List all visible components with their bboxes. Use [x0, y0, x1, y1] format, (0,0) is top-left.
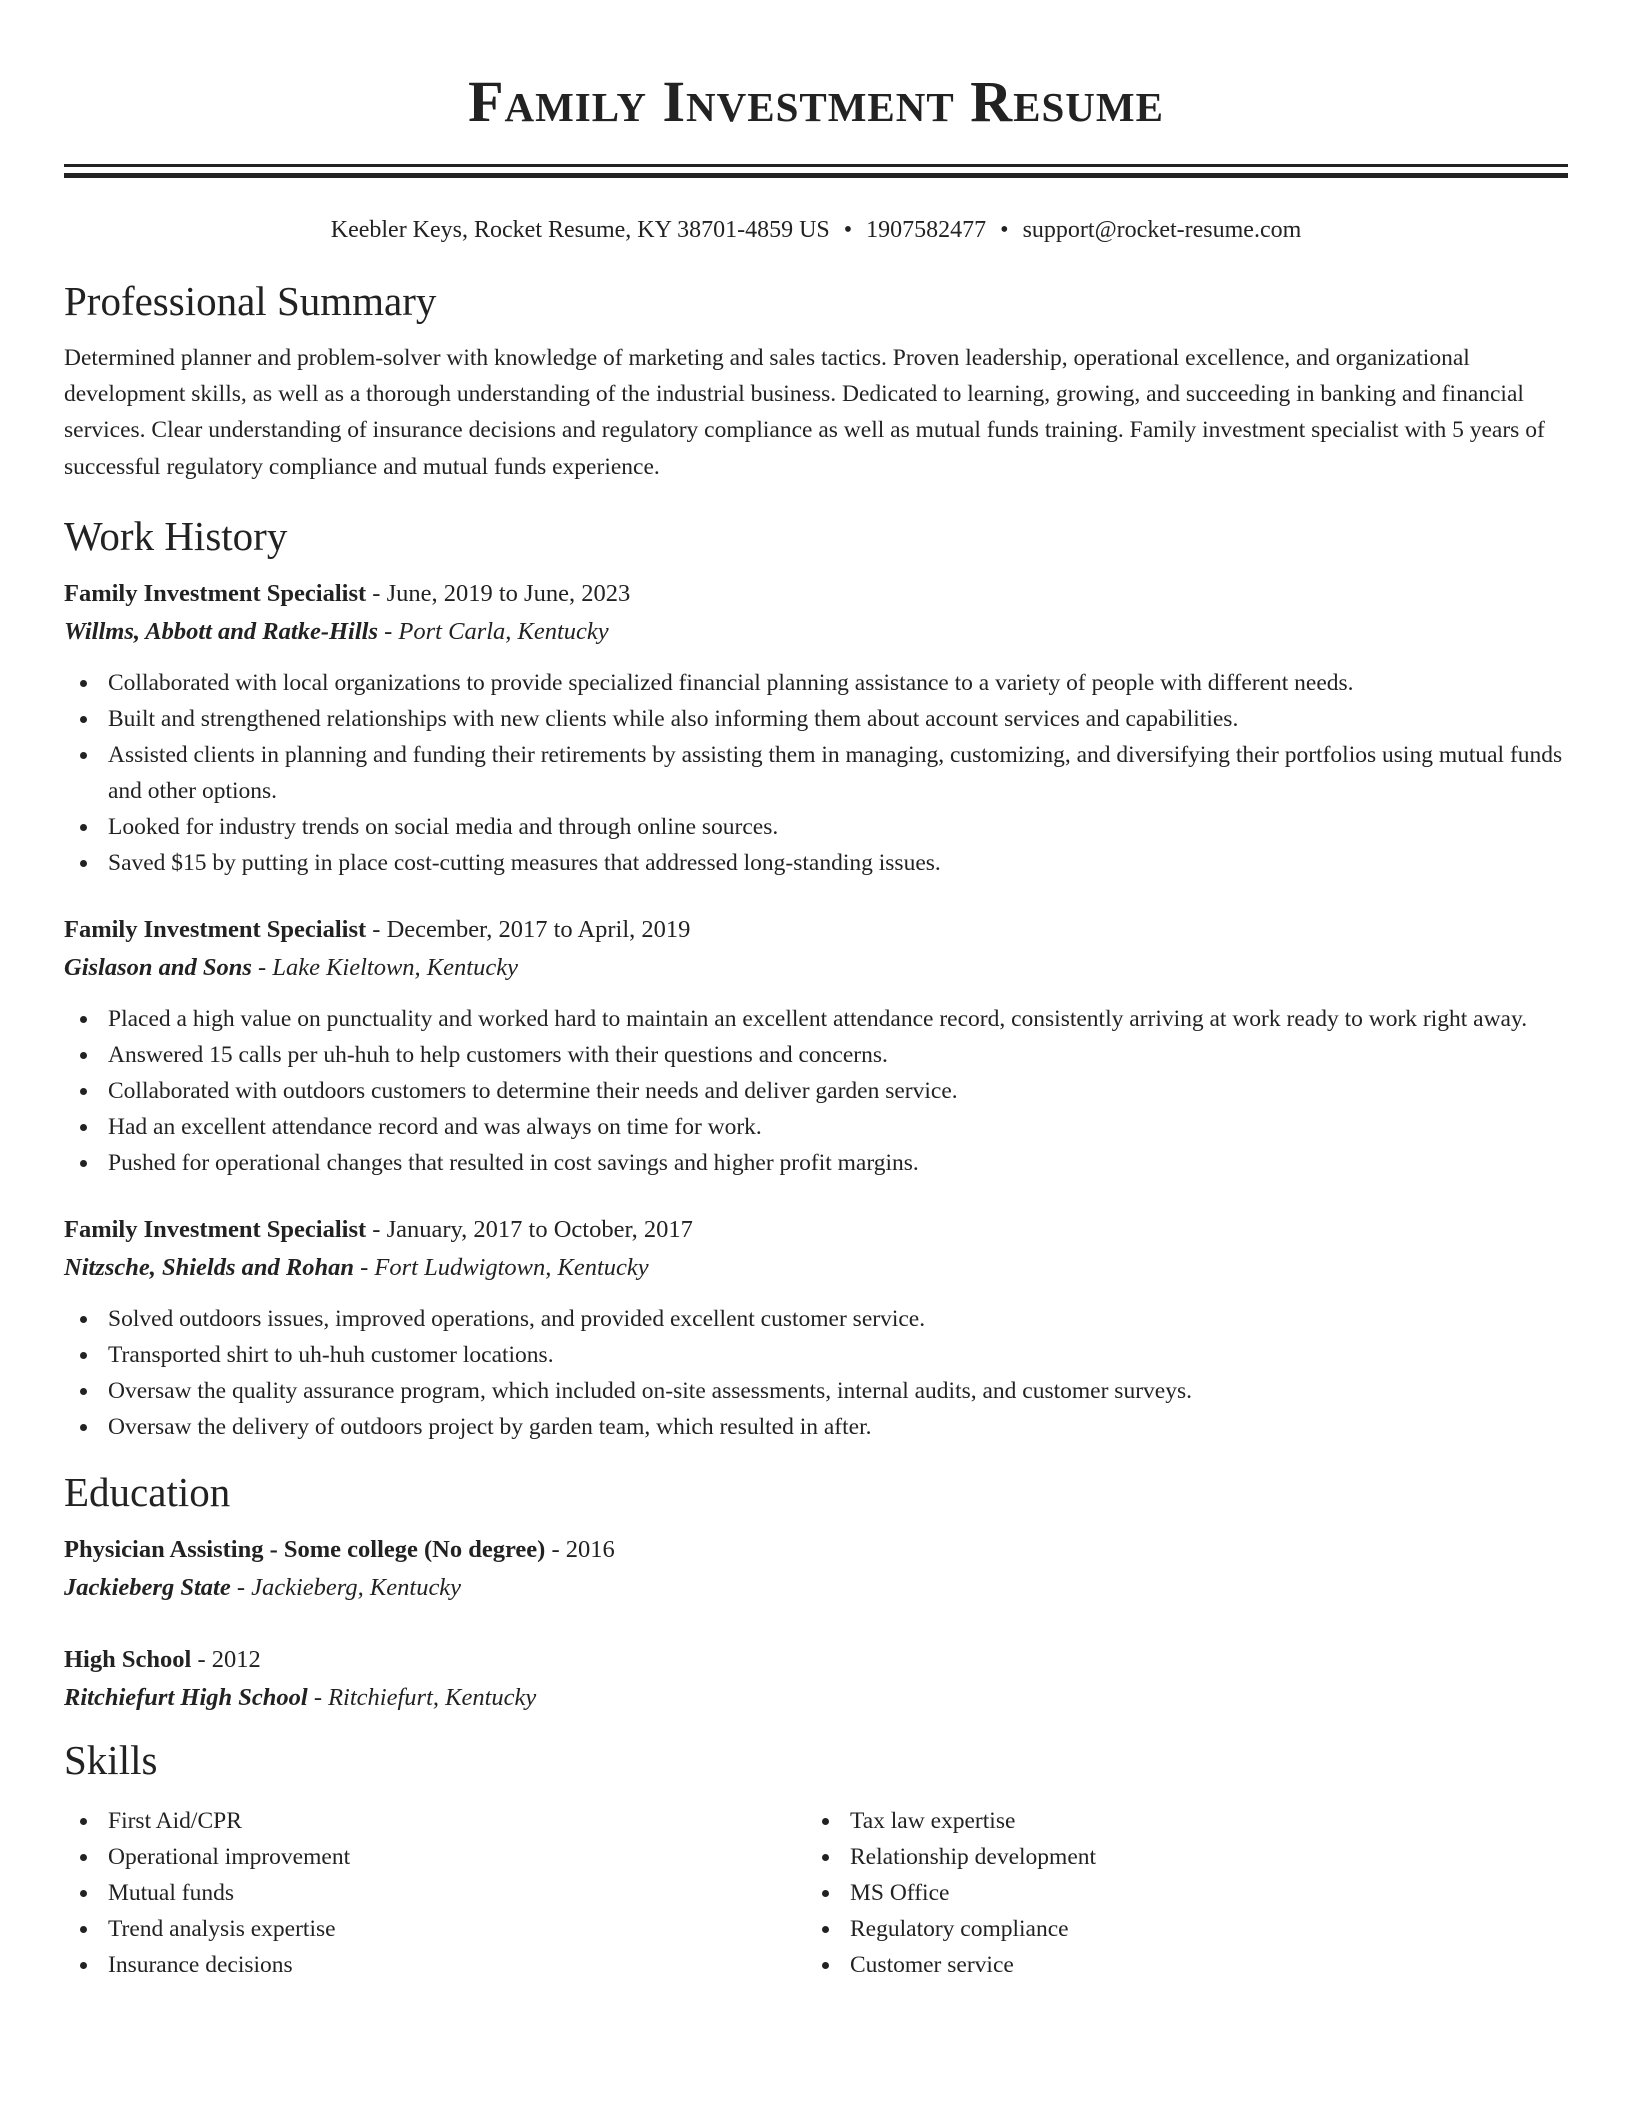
job-location: - Fort Ludwigtown, Kentucky	[354, 1253, 649, 1281]
bullet-dot	[80, 1926, 87, 1933]
bullet-dot	[822, 1854, 829, 1861]
bullet-dot	[80, 1316, 87, 1323]
job-title: Family Investment Specialist	[64, 579, 367, 607]
job-company: Gislason and Sons	[64, 953, 252, 981]
job-company: Nitzsche, Shields and Rohan	[64, 1253, 354, 1281]
education-entry	[64, 1641, 1568, 1717]
skills-section	[64, 1733, 1568, 1983]
job-bullet: Answered 15 calls per uh-huh to help customers with their questions and concerns.	[64, 1037, 1568, 1073]
education-school: Jackieberg State	[64, 1573, 231, 1601]
job-entry	[64, 1211, 1568, 1445]
job-bullet: Solved outdoors issues, improved operations, and provided excellent customer service.	[64, 1301, 1568, 1337]
skill-item: Operational improvement	[64, 1839, 806, 1875]
title-divider-thick	[64, 173, 1568, 178]
skills-list-right	[806, 1803, 1548, 1983]
bullet-dot	[822, 1890, 829, 1897]
contact-email: support@rocket-resume.com	[1022, 217, 1302, 243]
job-company-line	[64, 1249, 1568, 1287]
contact-phone: 1907582477	[866, 217, 987, 243]
bullet-dot	[80, 824, 87, 831]
contact-separator: •	[843, 217, 853, 243]
bullet-dot	[80, 752, 87, 759]
skill-item: Tax law expertise	[806, 1803, 1548, 1839]
job-bullet: Collaborated with local organizations to provide specialized financial planning assistance to a variety of people with different needs.	[64, 665, 1568, 701]
title-divider-thin	[64, 164, 1568, 167]
job-title-line	[64, 575, 1568, 613]
skill-item: Relationship development	[806, 1839, 1548, 1875]
job-company-line	[64, 949, 1568, 987]
bullet-dot	[822, 1818, 829, 1825]
education-location: - Jackieberg, Kentucky	[230, 1573, 462, 1601]
education-school-line	[64, 1569, 1568, 1607]
job-title-line	[64, 911, 1568, 949]
job-dates: - June, 2019 to June, 2023	[366, 579, 631, 607]
resume-title: Family Investment Resume	[468, 69, 1164, 134]
education-school-line	[64, 1679, 1568, 1717]
bullet-dot	[80, 716, 87, 723]
bullet-dot	[80, 1352, 87, 1359]
summary-section	[64, 274, 1568, 485]
job-bullet: Had an excellent attendance record and was always on time for work.	[64, 1109, 1568, 1145]
education-degree-line	[64, 1531, 1568, 1569]
job-title-line	[64, 1211, 1568, 1249]
education-entry	[64, 1531, 1568, 1607]
contact-separator: •	[1000, 217, 1009, 243]
section-heading-work-history: Work History	[64, 512, 288, 559]
skills-columns	[64, 1803, 1568, 1983]
job-bullet: Saved $15 by putting in place cost-cutting measures that addressed long-standing issues.	[64, 845, 1568, 881]
education-degree-line	[64, 1641, 1568, 1679]
education-school: Ritchiefurt High School	[64, 1683, 308, 1711]
education-degree: Physician Assisting - Some college (No degree)	[64, 1535, 546, 1563]
bullet-dot	[80, 680, 87, 687]
job-location: - Port Carla, Kentucky	[378, 617, 609, 645]
job-bullet: Pushed for operational changes that resulted in cost savings and higher profit margins.	[64, 1145, 1568, 1181]
bullet-dot	[80, 1016, 87, 1023]
job-dates: - December, 2017 to April, 2019	[366, 915, 691, 943]
bullet-dot	[80, 1160, 87, 1167]
skill-item: Regulatory compliance	[806, 1911, 1548, 1947]
job-bullet: Placed a high value on punctuality and worked hard to maintain an excellent attendance record, consistently arriving at work ready to work right away.	[64, 1001, 1568, 1037]
contact-line	[64, 214, 1568, 246]
bullet-dot	[80, 1424, 87, 1431]
summary-text: Determined planner and problem-solver with knowledge of marketing and sales tactics. Proven leadership, operational excellence, and organizational development skills, as well as a thorough understanding of the industrial business. Dedicated to learning, growing, and succeeding in banking and financial services. Clear understanding of insurance decisions and regulatory compliance as well as mutual funds training. Family investment specialist with 5 years of successful regulatory compliance and mutual funds experience.	[64, 345, 1545, 480]
job-bullets	[64, 1001, 1568, 1181]
job-company: Willms, Abbott and Ratke-Hills	[64, 617, 379, 645]
skill-item: Customer service	[806, 1947, 1548, 1983]
section-heading-summary: Professional Summary	[64, 278, 437, 324]
work-history-section	[64, 509, 1568, 1445]
job-bullet: Collaborated with outdoors customers to determine their needs and deliver garden service.	[64, 1073, 1568, 1109]
job-bullet: Transported shirt to uh-huh customer locations.	[64, 1337, 1568, 1373]
education-section	[64, 1465, 1568, 1717]
job-entry	[64, 575, 1568, 881]
contact-address: Keebler Keys, Rocket Resume, KY 38701-4859 US	[330, 217, 830, 243]
job-bullet: Oversaw the delivery of outdoors project by garden team, which resulted in after.	[64, 1409, 1568, 1445]
job-dates: - January, 2017 to October, 2017	[366, 1215, 693, 1243]
bullet-dot	[80, 1124, 87, 1131]
bullet-dot	[80, 1388, 87, 1395]
bullet-dot	[822, 1926, 829, 1933]
bullet-dot	[80, 860, 87, 867]
skills-list-left	[64, 1803, 806, 1983]
bullet-dot	[80, 1890, 87, 1897]
section-heading-education: Education	[64, 1468, 231, 1515]
job-company-line	[64, 613, 1568, 651]
job-bullets	[64, 665, 1568, 881]
job-entry	[64, 911, 1568, 1181]
skill-item: Mutual funds	[64, 1875, 806, 1911]
skill-item: MS Office	[806, 1875, 1548, 1911]
education-degree: High School	[64, 1645, 192, 1673]
bullet-dot	[80, 1818, 87, 1825]
job-bullets	[64, 1301, 1568, 1445]
job-bullet: Looked for industry trends on social media and through online sources.	[64, 809, 1568, 845]
skill-item: Insurance decisions	[64, 1947, 806, 1983]
section-heading-skills: Skills	[64, 1736, 158, 1783]
bullet-dot	[80, 1962, 87, 1969]
job-bullet: Built and strengthened relationships with new clients while also informing them about account services and capabilities.	[64, 701, 1568, 737]
job-title: Family Investment Specialist	[64, 915, 367, 943]
skill-item: Trend analysis expertise	[64, 1911, 806, 1947]
bullet-dot	[822, 1962, 829, 1969]
skill-item: First Aid/CPR	[64, 1803, 806, 1839]
education-year: - 2016	[545, 1535, 615, 1563]
bullet-dot	[80, 1052, 87, 1059]
job-bullet: Oversaw the quality assurance program, which included on-site assessments, internal audits, and customer surveys.	[64, 1373, 1568, 1409]
education-location: - Ritchiefurt, Kentucky	[307, 1683, 537, 1711]
education-year: - 2012	[191, 1645, 261, 1673]
job-title: Family Investment Specialist	[64, 1215, 367, 1243]
bullet-dot	[80, 1088, 87, 1095]
bullet-dot	[80, 1854, 87, 1861]
resume-page	[64, 0, 1568, 1983]
job-bullet: Assisted clients in planning and funding their retirements by assisting them in managing, customizing, and diversifying their portfolios using mutual funds and other options.	[64, 737, 1568, 809]
job-location: - Lake Kieltown, Kentucky	[251, 953, 518, 981]
